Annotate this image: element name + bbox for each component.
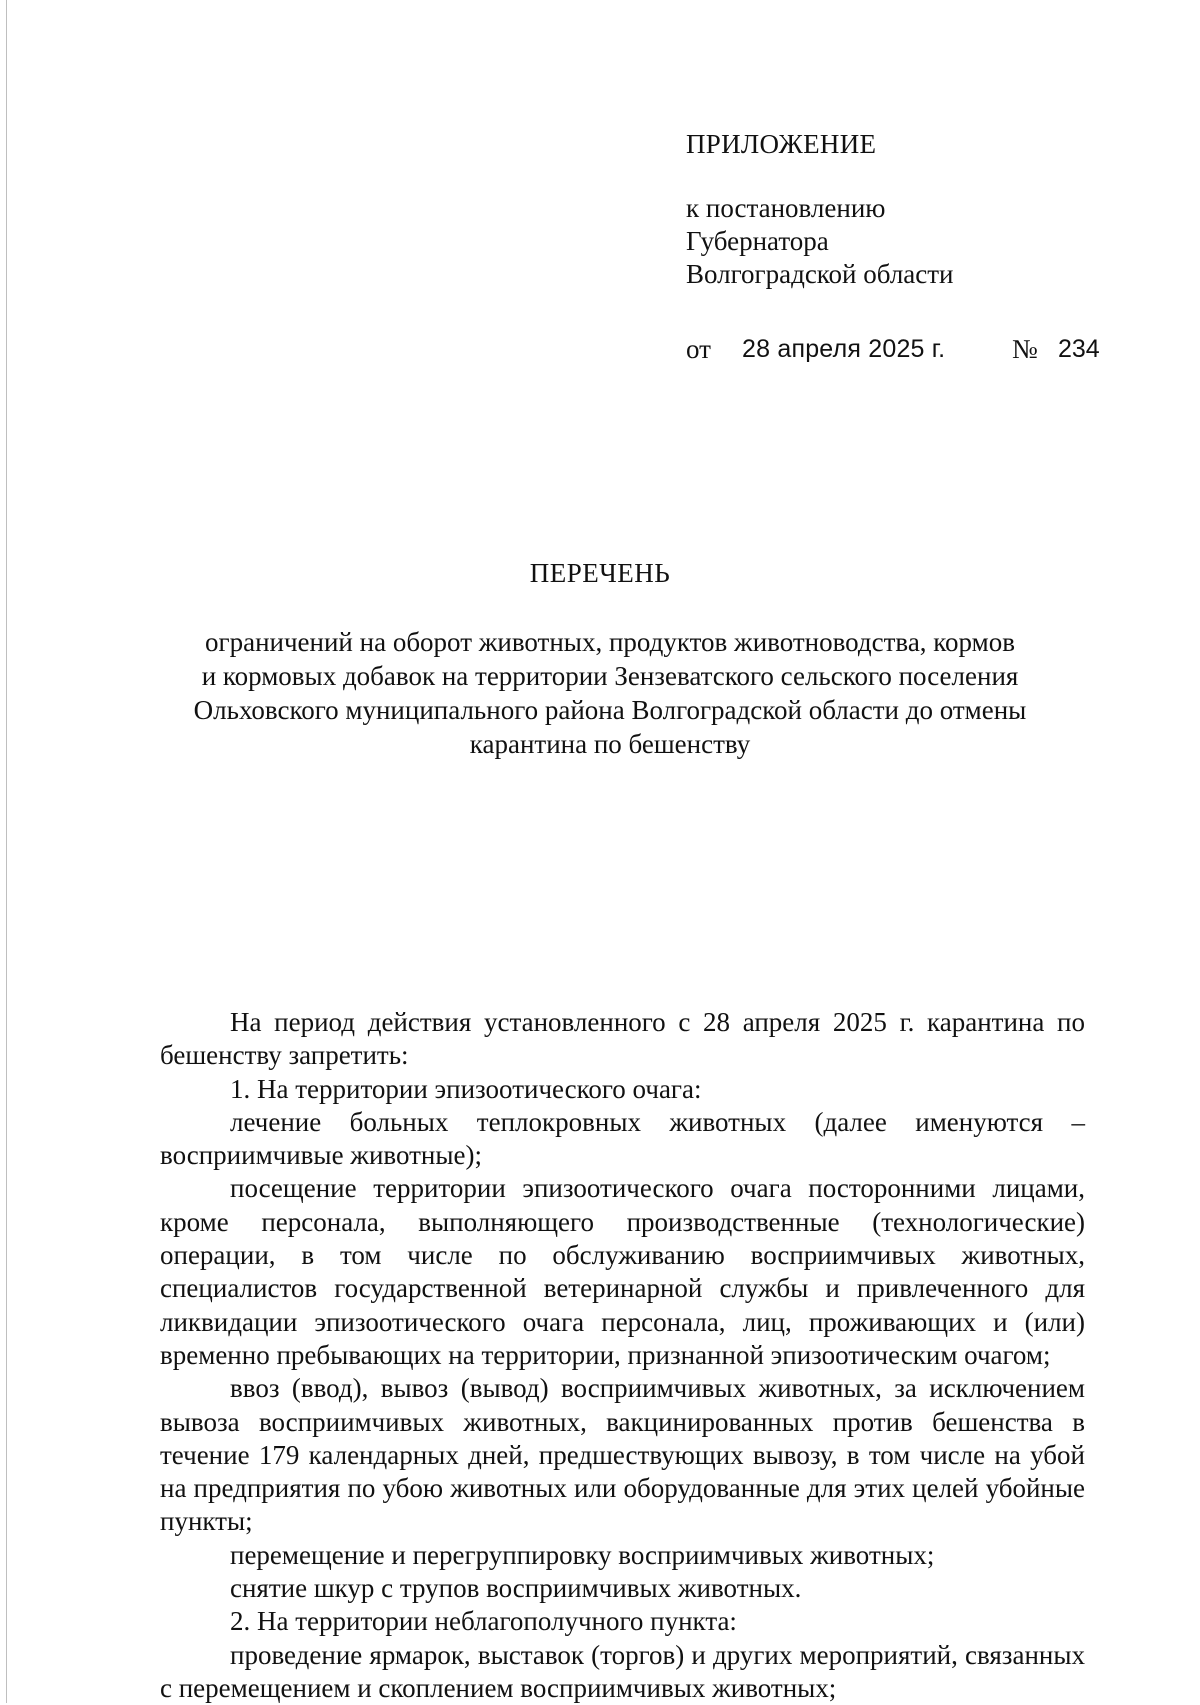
paragraph-visiting: посещение территории эпизоотического очага посторонними лицами, кроме персонала, выполняющего производственные (технологические) операции, в том числе по обслуживанию восприимчивых животных, специалистов государственной ветеринарной службы и привлеченного для ликвидации эпизоотического очага персонала, лиц, проживающих и (или) временно пребывающих на территории, признанной эпизоотическим очагом;	[160, 1173, 1085, 1370]
appendix-line-1: к постановлению	[686, 193, 886, 223]
list-title: ПЕРЕЧЕНЬ	[529, 558, 671, 588]
list-subtitle	[160, 625, 1060, 761]
number-sign: №	[1012, 334, 1038, 364]
subtitle-line-4: карантина по бешенству	[469, 729, 751, 759]
paragraph-section-2: 2. На территории неблагополучного пункта:	[230, 1606, 737, 1637]
scan-edge-line	[6, 0, 7, 1703]
subtitle-line-1: ограничений на оборот животных, продуктов животноводства, кормов	[205, 627, 1015, 657]
appendix-block	[686, 128, 954, 291]
appendix-title: ПРИЛОЖЕНИЕ	[686, 129, 877, 159]
paragraph-section-1: 1. На территории эпизоотического очага:	[230, 1073, 702, 1104]
appendix-line-2: Губернатора	[686, 226, 829, 256]
date-prefix: от	[686, 334, 711, 364]
subtitle-line-3: Ольховского муниципального района Волгоградской области до отмены	[193, 695, 1027, 725]
document-body	[160, 1006, 1085, 1705]
paragraph-fairs: проведение ярмарок, выставок (торгов) и других мероприятий, связанных с перемещением и скоплением восприимчивых животных;	[160, 1639, 1085, 1703]
paragraph-import-export: ввоз (ввод), вывоз (вывод) восприимчивых животных, за исключением вывоза восприимчивых животных, вакцинированных против бешенства в течение 179 календарных дней, предшествующих вывозу, в том числе на убой на предприятия по убою животных или оборудованные для этих целей убойные пункты;	[160, 1373, 1085, 1537]
paragraph-skinning: снятие шкур с трупов восприимчивых животных.	[230, 1573, 802, 1604]
decree-date-line	[686, 333, 1100, 367]
subtitle-line-2: и кормовых добавок на территории Зензеватского сельского поселения	[201, 661, 1019, 691]
decree-date: 28 апреля 2025 г.	[742, 335, 946, 363]
paragraph-treatment: лечение больных теплокровных животных (далее именуются – восприимчивые животные);	[160, 1106, 1085, 1171]
decree-number: 234	[1058, 335, 1100, 363]
paragraph-intro: На период действия установленного с 28 апреля 2025 г. карантина по бешенству запретить:	[160, 1007, 1085, 1071]
paragraph-movement: перемещение и перегруппировку восприимчивых животных;	[230, 1539, 935, 1570]
appendix-line-3: Волгоградской области	[686, 259, 954, 289]
